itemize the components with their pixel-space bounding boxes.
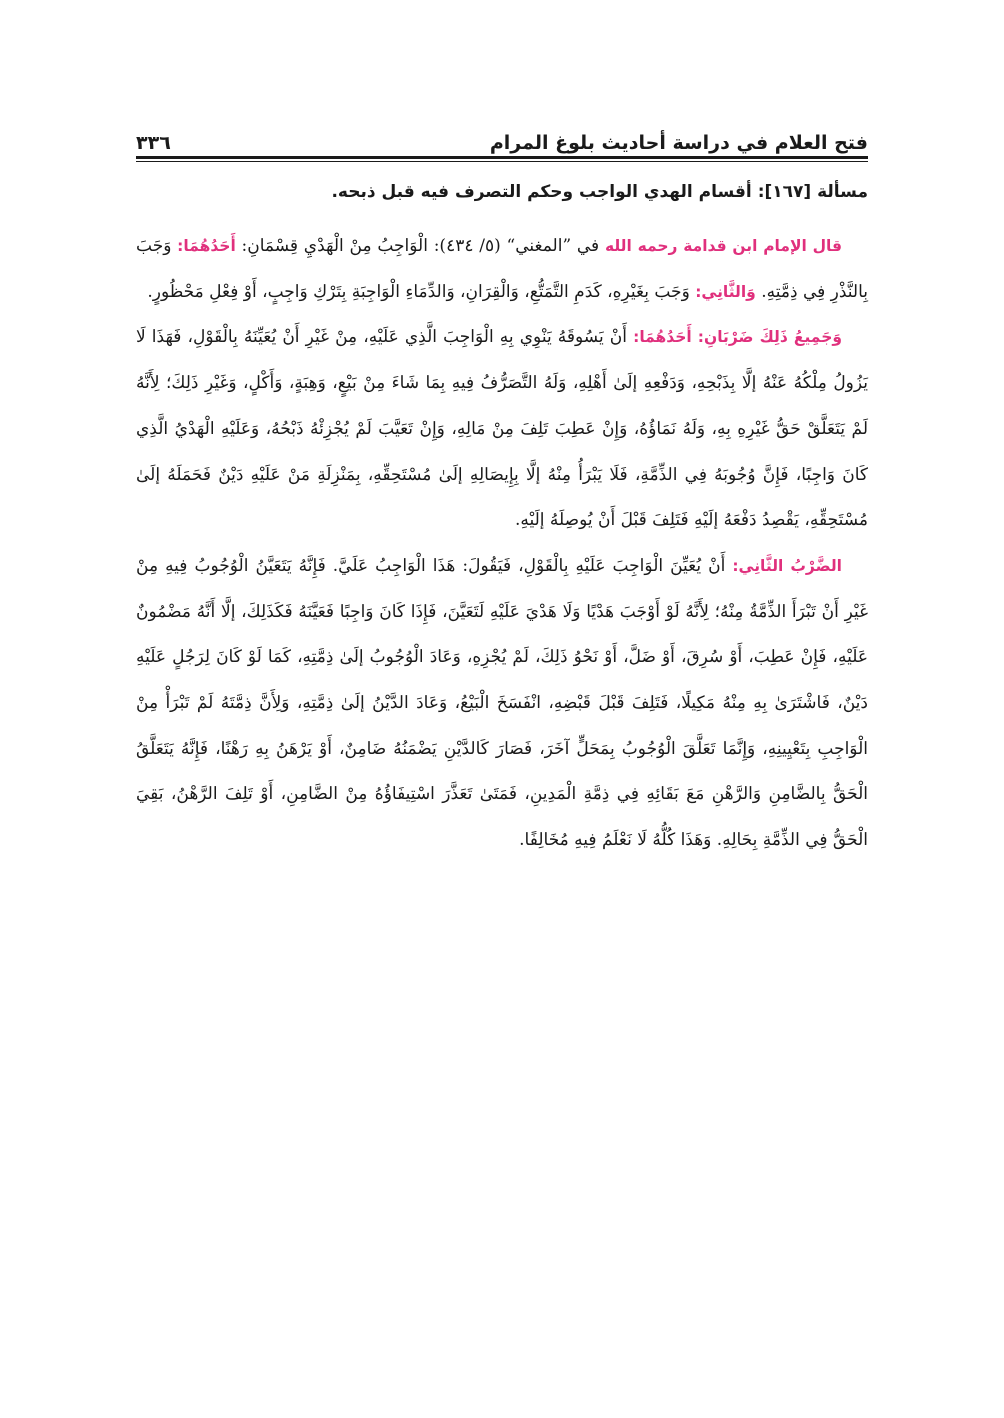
paragraph-2 xyxy=(136,315,868,544)
author-citation: قال الإمام ابن قدامة رحمه الله xyxy=(604,237,842,255)
issue-label: مسألة [١٦٧]: xyxy=(757,182,868,202)
paragraph-3 xyxy=(136,544,868,864)
text-run: وَجَبَ بِغَيْرِهِ، كَدَمِ التَّمَتُّعِ، وَالْقِرَانِ، وَالدِّمَاءِ الْوَاجِبَةِ بِتَرْكِ وَاجِبٍ، أَوْ فِعْلِ مَحْظُورٍ. xyxy=(147,281,696,302)
header-rule-thick xyxy=(136,156,868,159)
text-run: وَجَبَ بِالنَّذْرِ فِي ذِمَّتِهِ. xyxy=(136,236,868,302)
highlight-term: وَالثَّانِي: xyxy=(695,282,756,301)
issue-title: أقسام الهدي الواجب وحكم التصرف فيه قبل ذبحه. xyxy=(331,182,752,202)
issue-heading xyxy=(136,182,868,202)
running-header xyxy=(136,118,868,158)
highlight-term: وَجَمِيعُ ذَلِكَ ضَرْبَانِ: أَحَدُهُمَا: xyxy=(633,328,842,347)
highlight-term: أَحَدُهُمَا: xyxy=(177,237,236,255)
text-run: أَنْ يَسُوقَهُ يَنْوِي بِهِ الْوَاجِبَ الَّذِي عَلَيْهِ، مِنْ غَيْرِ أَنْ يُعَيِّنَهُ بِالْقَوْلِ، فَهَذَا لَا يَزُولُ مِلْكُهُ عَنْهُ إلَّا بِذَبْحِهِ، وَدَفْعِهِ إلَىٰ أَهْلِهِ، وَلَهُ التَّصَرُّفُ فِيهِ بِمَا شَاءَ مِنْ بَيْعٍ، وَهِبَةٍ، وَأَكْلٍ، وَغَيْرِ ذَلِكَ؛ لِأَنَّهُ لَمْ يَتَعَلَّقْ حَقُّ غَيْرِهِ بِهِ، وَلَهُ نَمَاؤُهُ، وَإِنْ عَطِبَ تَلِفَ مِنْ مَالِهِ، وَإِنْ تَعَيَّبَ لَمْ يُجْزِئْهُ ذَبْحُهُ، وَعَلَيْهِ الْهَدْيُ الَّذِي كَانَ وَاجِبًا، فَإِنَّ وُجُوبَهُ فِي الذِّمَّةِ، فَلَا يَبْرَأُ مِنْهُ إلَّا بِإِيصَالِهِ إلَىٰ مُسْتَحِقِّهِ، بِمَنْزِلَةِ مَنْ عَلَيْهِ دَيْنٌ فَحَمَلَهُ إلَىٰ مُسْتَحِقِّهِ، يَقْصِدُ دَفْعَهُ إلَيْهِ فَتَلِفَ قَبْلَ أَنْ يُوصِلَهُ إلَيْهِ. xyxy=(136,327,868,531)
body-text xyxy=(136,224,868,864)
header-rule-thin xyxy=(136,161,868,162)
paragraph-1 xyxy=(136,224,868,315)
text-run: أَنْ يُعَيِّنَ الْوَاجِبَ عَلَيْهِ بِالْقَوْلِ، فَيَقُولَ: هَذَا الْوَاجِبُ عَلَيَّ. فَإِنَّهُ يَتَعَيَّنُ الْوُجُوبُ فِيهِ مِنْ غَيْرِ أَنْ تَبْرَأَ الذِّمَّةُ مِنْهُ؛ لِأَنَّهُ لَوْ أَوْجَبَ هَدْيًا وَلَا هَدْيَ عَلَيْهِ لَتَعَيَّنَ، فَإِذَا كَانَ وَاجِبًا فَعَيَّنَهُ فَكَذَلِكَ، إلَّا أَنَّهُ مَضْمُونٌ عَلَيْهِ، فَإِنْ عَطِبَ، أَوْ سُرِقَ، أَوْ ضَلَّ، أَوْ نَحْوُ ذَلِكَ، لَمْ يُجْزِهِ، وَعَادَ الْوُجُوبُ إلَىٰ ذِمَّتِهِ، كَمَا لَوْ كَانَ لِرَجُلٍ عَلَيْهِ دَيْنٌ، فَاشْتَرَىٰ بِهِ مِنْهُ مَكِيلًا، فَتَلِفَ قَبْلَ قَبْضِهِ، انْفَسَخَ الْبَيْعُ، وَعَادَ الدَّيْنُ إلَىٰ ذِمَّتِهِ، وَلِأَنَّ ذِمَّتَهُ لَمْ تَبْرَأْ مِنْ الْوَاجِبِ بِتَعْيِينِهِ، وَإِنَّمَا تَعَلَّقَ الْوُجُوبُ بِمَحَلٍّ آخَرَ، فَصَارَ كَالدَّيْنِ يَضْمَنُهُ ضَامِنٌ، أَوْ يَرْهَنُ بِهِ رَهْنًا، فَإِنَّهُ يَتَعَلَّقُ الْحَقُّ بِالضَّامِنِ وَالرَّهْنِ مَعَ بَقَائِهِ فِي ذِمَّةِ الْمَدِينِ، فَمَتَىٰ تَعَذَّرَ اسْتِيفَاؤُهُ مِنْ الضَّامِنِ، أَوْ تَلِفَ الرَّهْنُ، بَقِيَ الْحَقُّ فِي الذِّمَّةِ بِحَالِهِ. وَهَذَا كُلُّهُ لَا نَعْلَمُ فِيهِ مُخَالِفًا. xyxy=(136,555,868,851)
page-number: ٣٣٦ xyxy=(136,132,171,154)
highlight-term: الضَّرْبُ الثَّانِي: xyxy=(732,556,842,575)
text-run: في ”المغني“ (٥/ ٤٣٤): الْوَاجِبُ مِنْ الْهَدْيِ قِسْمَانِ: xyxy=(235,236,605,256)
book-title: فتح العلام في دراسة أحاديث بلوغ المرام xyxy=(489,132,868,154)
